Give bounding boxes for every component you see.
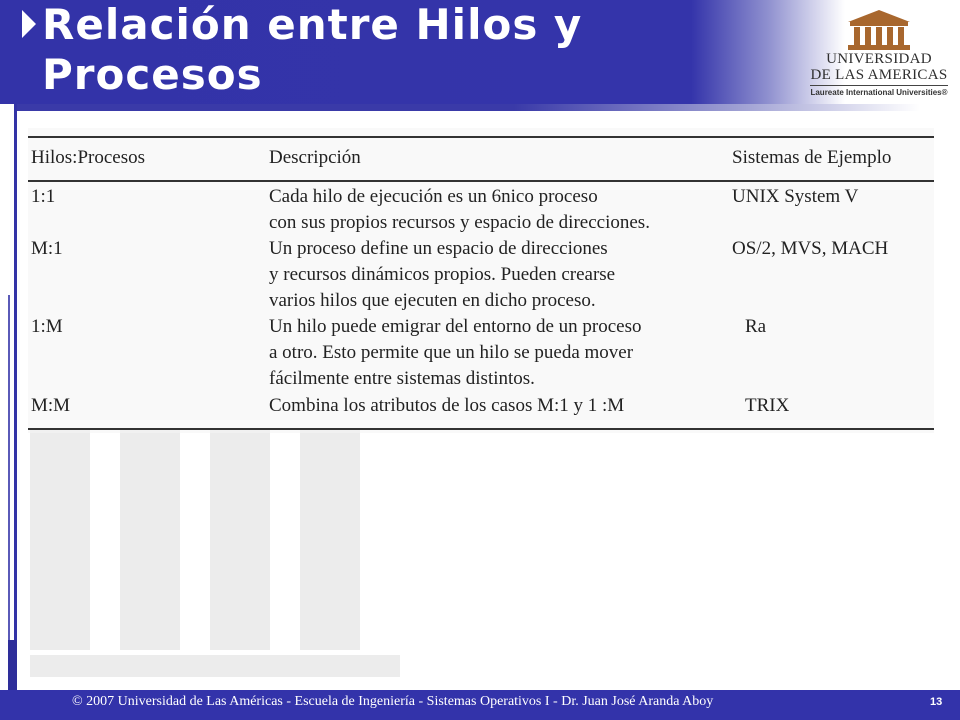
- row-description-line: Cada hilo de ejecución es un 6nico proceso: [269, 186, 598, 207]
- columns-watermark-icon: [30, 430, 410, 680]
- left-accent-block: [8, 640, 17, 690]
- slide-title-line2: Procesos: [42, 50, 263, 99]
- row-description-line: y recursos dinámicos propios. Pueden crearse: [269, 264, 616, 285]
- row-ratio: M:1: [31, 238, 63, 259]
- row-example: TRIX: [745, 395, 790, 416]
- column-header-description: Descripción: [269, 147, 361, 168]
- row-example: OS/2, MVS, MACH: [732, 238, 889, 259]
- row-description-line: Un proceso define un espacio de direcciones: [269, 238, 608, 259]
- row-description-line: con sus propios recursos y espacio de direcciones.: [269, 212, 650, 233]
- page-number: 13: [930, 696, 943, 708]
- title-bullet-icon: [22, 10, 36, 38]
- logo-name-line1: UNIVERSIDAD: [826, 51, 932, 67]
- logo-name-line2: DE LAS AMERICAS: [810, 67, 948, 83]
- row-ratio: 1:1: [31, 186, 56, 207]
- left-accent-line: [8, 295, 10, 640]
- logo-tagline: Laureate International Universities®: [810, 88, 948, 97]
- row-description-line: Combina los atributos de los casos M:1 y 1 :M: [269, 395, 625, 416]
- building-icon: [806, 8, 952, 52]
- table-bottom-rule: [28, 428, 934, 430]
- table-header-rule: [28, 180, 934, 182]
- slide-title-line1: Relación entre Hilos y: [42, 0, 583, 49]
- row-description-line: Un hilo puede emigrar del entorno de un proceso: [269, 316, 642, 337]
- slide-title: [42, 0, 582, 100]
- university-logo: [806, 8, 952, 100]
- logo-divider: [810, 85, 948, 86]
- row-example: Ra: [745, 316, 767, 337]
- row-example: UNIX System V: [732, 186, 859, 207]
- row-description-line: fácilmente entre sistemas distintos.: [269, 368, 535, 389]
- row-ratio: M:M: [31, 395, 71, 416]
- left-border-line: [14, 104, 17, 690]
- row-ratio: 1:M: [31, 316, 63, 337]
- title-underline: [17, 104, 920, 111]
- row-description-line: varios hilos que ejecuten en dicho proceso.: [269, 290, 596, 311]
- table-top-rule: [28, 136, 934, 138]
- column-header-ratio: Hilos:Procesos: [31, 147, 145, 168]
- column-header-examples: Sistemas de Ejemplo: [732, 147, 892, 168]
- footer-copyright: © 2007 Universidad de Las Américas - Escuela de Ingeniería - Sistemas Operativos I - Dr. Juan José Aranda Aboy: [72, 694, 714, 709]
- row-description-line: a otro. Esto permite que un hilo se pueda mover: [269, 342, 634, 363]
